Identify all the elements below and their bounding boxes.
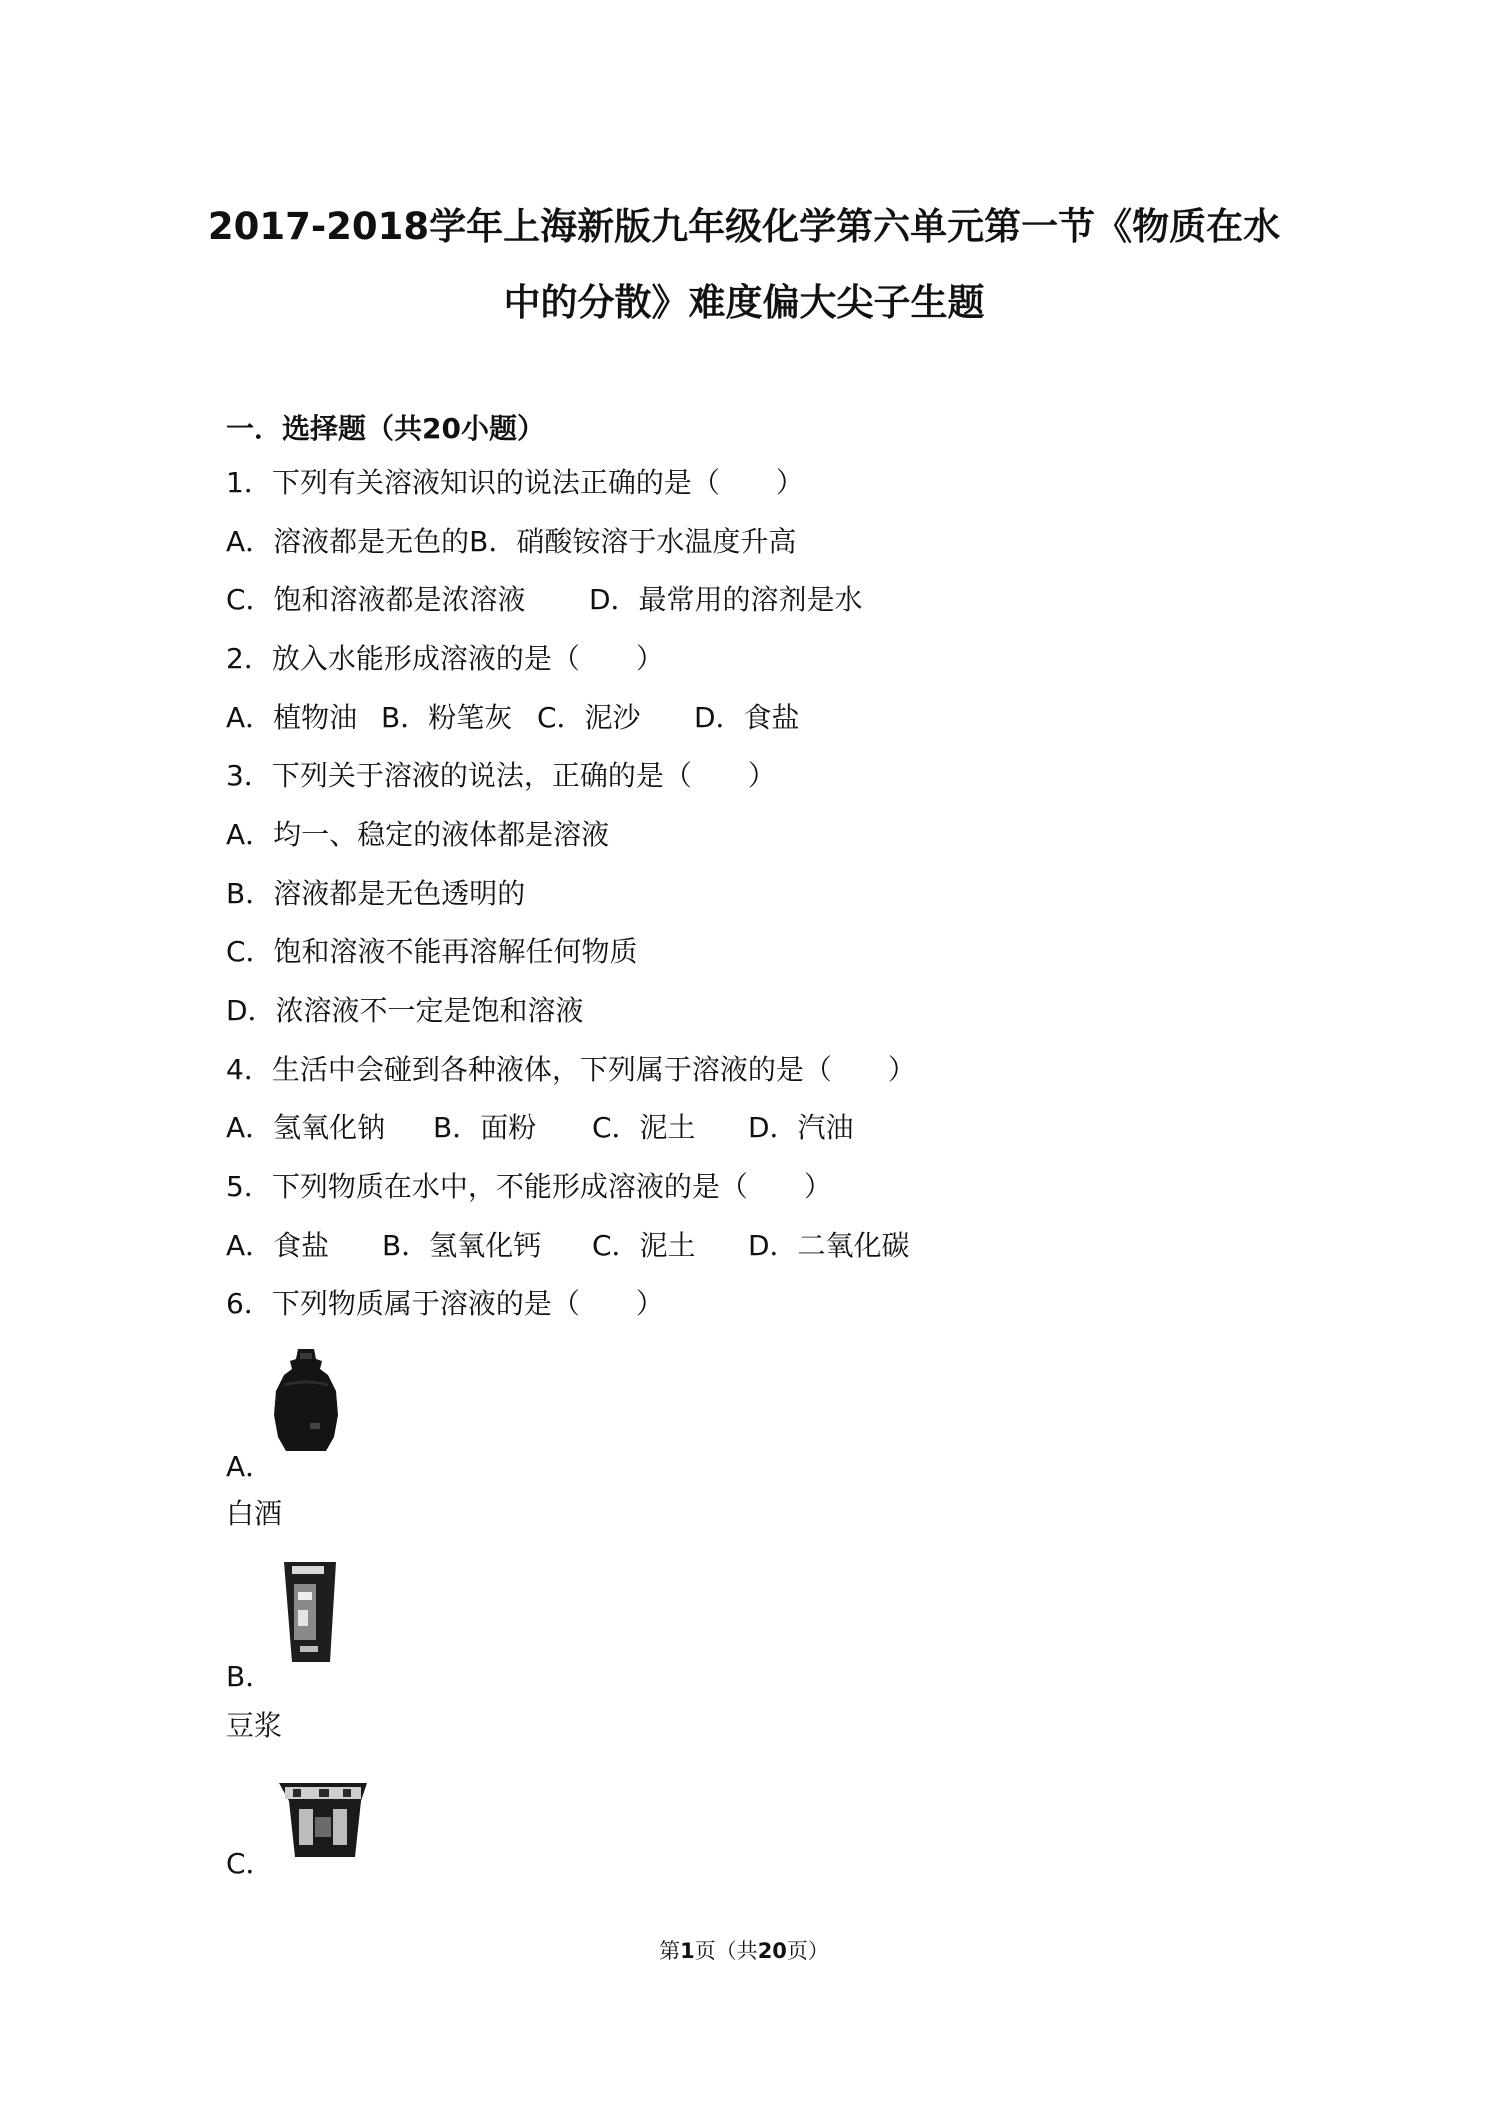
question-4-stem: 4．生活中会碰到各种液体，下列属于溶液的是（ ） bbox=[226, 1053, 916, 1086]
question-5-option-a: A．食盐 bbox=[226, 1229, 330, 1262]
question-2-option-b: B．粉笔灰 bbox=[381, 701, 513, 734]
question-4-option-c: C．泥土 bbox=[592, 1111, 696, 1144]
question-2-option-a: A．植物油 bbox=[226, 701, 358, 734]
question-6-option-a-caption: 白酒 bbox=[226, 1497, 283, 1530]
question-1-option-d: D．最常用的溶剂是水 bbox=[589, 583, 863, 616]
document-title-line-1: 2017-2018学年上海新版九年级化学第六单元第一节《物质在水 bbox=[207, 205, 1281, 248]
liquor-jar-image bbox=[270, 1345, 342, 1457]
question-6-stem: 6．下列物质属于溶液的是（ ） bbox=[226, 1287, 664, 1320]
question-6-option-a-label: A． bbox=[226, 1450, 274, 1483]
question-2-stem: 2．放入水能形成溶液的是（ ） bbox=[226, 642, 664, 675]
question-3-option-a: A．均一、稳定的液体都是溶液 bbox=[226, 818, 610, 851]
question-4-option-a: A．氢氧化钠 bbox=[226, 1111, 386, 1144]
question-3-option-b: B．溶液都是无色透明的 bbox=[226, 877, 526, 910]
soy-milk-cup-image bbox=[278, 1558, 342, 1668]
question-6-option-b-label: B． bbox=[226, 1660, 274, 1693]
document-title-line-2: 中的分散》难度偏大尖子生题 bbox=[503, 281, 985, 324]
question-3-option-d: D．浓溶液不一定是饱和溶液 bbox=[226, 994, 584, 1027]
beverage-can-image bbox=[275, 1773, 371, 1865]
question-1-stem: 1．下列有关溶液知识的说法正确的是（ ） bbox=[226, 466, 804, 499]
question-2-option-c: C．泥沙 bbox=[537, 701, 641, 734]
question-2-option-d: D．食盐 bbox=[694, 701, 800, 734]
question-3-option-c: C．饱和溶液不能再溶解任何物质 bbox=[226, 935, 638, 968]
question-4-option-b: B．面粉 bbox=[433, 1111, 537, 1144]
question-5-option-d: D．二氧化碳 bbox=[748, 1229, 910, 1262]
page-footer: 第1页（共20页） bbox=[659, 1939, 829, 1963]
question-4-option-d: D．汽油 bbox=[748, 1111, 854, 1144]
question-5-option-c: C．泥土 bbox=[592, 1229, 696, 1262]
question-6-option-b-caption: 豆浆 bbox=[226, 1709, 283, 1742]
question-6-option-c-label: C． bbox=[226, 1847, 274, 1880]
question-1-option-ab: A．溶液都是无色的B．硝酸铵溶于水温度升高 bbox=[226, 525, 797, 558]
question-1-option-c: C．饱和溶液都是浓溶液 bbox=[226, 583, 526, 616]
section-heading: 一．选择题（共20小题） bbox=[226, 412, 545, 445]
question-3-stem: 3．下列关于溶液的说法，正确的是（ ） bbox=[226, 759, 776, 792]
question-5-option-b: B．氢氧化钙 bbox=[382, 1229, 542, 1262]
question-5-stem: 5．下列物质在水中，不能形成溶液的是（ ） bbox=[226, 1170, 832, 1203]
